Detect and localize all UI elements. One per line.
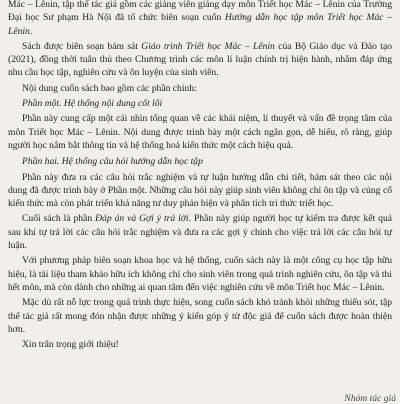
part-one-heading: Phần một. Hệ thống nội dung cốt lõi [22,98,163,110]
paragraph-answers [8,212,392,252]
paragraph-closing: Xin trân trọng giới thiệu! [22,339,119,351]
paragraph-feedback: Mặc dù rất nỗ lực trong quá trình thực hiện, song cuốn sách khó tránh khỏi những thiếu sót, tập thể tác giả rất mong đón nhận được những ý kiến góp ý từ độc giả để cuốn sách được hoàn thiện hơn. [8,297,392,335]
basis-suffix: của Bộ Giáo dục và Đào tạo (2021), đồng thời tuân thủ theo Chương trình các môn lí luận chính trị hiện hành, nhằm đáp ứng nhu cầu học tập, nghiên cứu và ôn luyện của sinh viên. [8,40,392,79]
answers-suffix: . Phần này giúp người học tự kiểm tra được kết quả sau khi tự trả lời các câu hỏi trắc nghiệm và đưa ra các gợi ý chính cho việc trả lời các câu hỏi tự luận. [8,213,393,252]
intro-suffix: . [29,25,33,37]
paragraph-intro [8,0,392,38]
answers-title-italic: Đáp án và Gợi ý trả lời [95,213,189,225]
paragraph-basis [8,40,392,80]
answers-prefix: Cuối sách là phần [22,213,96,225]
part-two-heading: Phần hai. Hệ thống câu hỏi hướng dẫn học tập [22,156,203,168]
intro-text: Mác – Lênin, tập thể tác giả gồm các giảng viên giảng dạy môn Triết học Mác – Lênin của Trường Đại học Sư phạm Hà Nội đã tổ chức biên soạn cuốn [8,0,392,24]
book-title-italic: Hướng dẫn học tập môn Triết học Mác – Lênin [8,12,392,37]
basis-prefix: Sách được biên soạn bám sát [22,40,142,52]
paragraph-part-one: Phần này cung cấp một cái nhìn tổng quan về các khái niệm, lí thuyết và vấn đề trọng tâm của môn Triết học Mác – Lênin. Nội dung được trình bày một cách ngắn gọn, dễ hiểu, rõ ràng, giúp người học nắm bắt thông tin và hệ thống hoá kiến thức một cách hiệu quả. [8,113,392,151]
paragraph-method: Với phương pháp biên soạn khoa học và hệ thống, cuốn sách này là một công cụ học tập hữu hiệu, là tài liệu tham khảo hữu ích không chỉ cho sinh viên trong quá trình nghiên cứu, ôn tập và thi hết môn, mà còn dành cho những ai quan tâm đến việc nghiên cứu về môn Triết học Mác – Lênin. [8,255,392,293]
authors-signature: Nhóm tác giả [344,393,396,404]
paragraph-contents-intro: Nội dung cuốn sách bao gồm các phần chính: [22,82,197,94]
textbook-title-italic: Giáo trình Triết học Mác – Lênin [141,40,275,52]
paragraph-part-two: Phần này đưa ra các câu hỏi trắc nghiệm và tự luận hướng dẫn chi tiết, bám sát theo các nội dung đã được trình bày ở Phần một. Những câu hỏi này giúp sinh viên không chỉ ôn tập và củng cố kiến thức mà còn phát triển khả năng tư duy phản biện và phân tích tri thức triết học. [8,171,392,210]
